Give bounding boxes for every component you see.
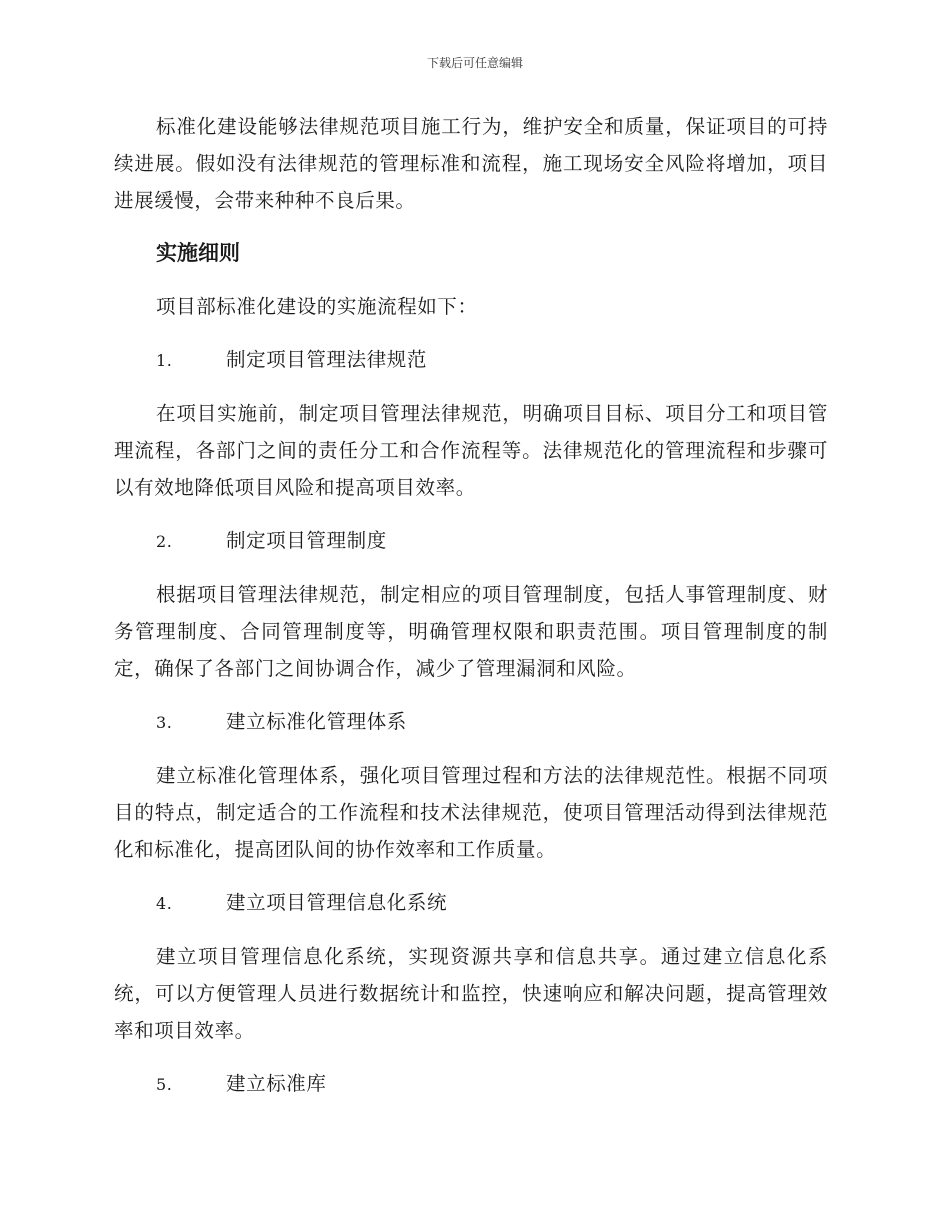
- list-item-number: 2.: [156, 532, 173, 551]
- list-item: [156, 703, 828, 741]
- list-item-number: 5.: [156, 1075, 173, 1094]
- list-item-text: 制定项目管理法律规范: [226, 348, 428, 371]
- list-item-text: 建立标准化管理体系: [226, 710, 407, 733]
- paragraph: 项目部标准化建设的实施流程如下：: [156, 295, 478, 318]
- list-item-text: 制定项目管理制度: [226, 529, 387, 552]
- list-item-text: 建立项目管理信息化系统: [226, 891, 448, 914]
- list-item-number: 3.: [156, 713, 173, 732]
- list-item-number: 4.: [156, 894, 173, 913]
- list-item: [156, 522, 828, 560]
- paragraph: 根据项目管理法律规范，制定相应的项目管理制度，包括人事管理制度、财务管理制度、合同管理制度等，明确管理权限和职责范围。项目管理制度的制定，确保了各部门之间协调合作，减少了管理漏洞和风险。: [114, 583, 828, 680]
- paragraph: 标准化建设能够法律规范项目施工行为，维护安全和质量，保证项目的可持续进展。假如没有法律规范的管理标准和流程，施工现场安全风险将增加，项目进展缓慢，会带来种种不良后果。: [114, 115, 828, 212]
- list-item-number: 1.: [156, 351, 173, 370]
- list-item: [156, 884, 828, 922]
- paragraph: 建立标准化管理体系，强化项目管理过程和方法的法律规范性。根据不同项目的特点，制定适合的工作流程和技术法律规范，使项目管理活动得到法律规范化和标准化，提高团队间的协作效率和工作质量。: [114, 764, 828, 861]
- header-note: 下载后可任意编辑: [426, 56, 523, 70]
- list-item-text: 建立标准库: [226, 1072, 327, 1095]
- list-item: [156, 1065, 828, 1103]
- section-heading: 实施细则: [156, 241, 240, 265]
- document-body: [114, 108, 828, 1119]
- paragraph: 在项目实施前，制定项目管理法律规范，明确项目目标、项目分工和项目管理流程，各部门之间的责任分工和合作流程等。法律规范化的管理流程和步骤可以有效地降低项目风险和提高项目效率。: [114, 402, 828, 499]
- paragraph: 建立项目管理信息化系统，实现资源共享和信息共享。通过建立信息化系统，可以方便管理人员进行数据统计和监控，快速响应和解决问题，提高管理效率和项目效率。: [114, 945, 828, 1042]
- list-item: [156, 341, 828, 379]
